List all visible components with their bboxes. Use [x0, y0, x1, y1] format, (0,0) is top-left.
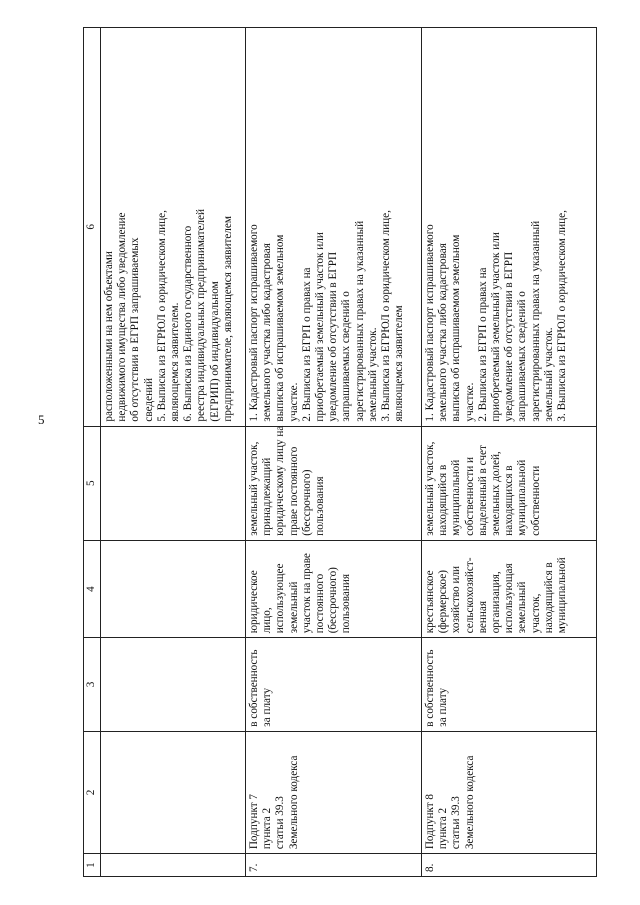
- table-header-row: [84, 28, 101, 877]
- table-row: [422, 28, 597, 877]
- table-row: [101, 28, 246, 877]
- header-cell-2: 2: [84, 731, 101, 853]
- applicant: [101, 540, 246, 638]
- header-cell-4: 4: [84, 540, 101, 638]
- right-type: в собственность за плату: [246, 638, 422, 731]
- header-cell-5: 5: [84, 426, 101, 540]
- applicant: юридическое лицо, использующее земельный участок на праве постоянного (бессрочного) пользования: [246, 540, 422, 638]
- page-number: 5: [38, 412, 45, 427]
- right-type: в собственность за плату: [422, 638, 597, 731]
- applicant: крестьянское (фермерское) хозяйство или сельскохозяйст- венная организация, использующая земельный участок, находящийся в муниципальной: [422, 540, 597, 638]
- header-cell-6: 6: [84, 28, 101, 427]
- legal-basis: Подпункт 8 пункта 2 статьи 39.3 Земельного кодекса: [422, 731, 597, 853]
- land-plot: земельный участок, находящийся в муниципальной собственности и выделенный в счет земельных долей, находящихся в муниципальной собственности: [422, 426, 597, 540]
- land-plot: [101, 426, 246, 540]
- documents-table: [83, 27, 597, 877]
- required-documents: 1. Кадастровый паспорт испрашиваемого земельного участка либо кадастровая выписка об испрашиваемом земельном участке. 2. Выписка из ЕГРП о правах на приобретаемый земельный участок или уведомление об отсутствии в ЕГРП запрашиваемых сведений о зарегистрированных правах на указанный земельный участок. 3. Выписка из ЕГРЮЛ о юридическом лице,: [422, 28, 597, 427]
- header-cell-3: 3: [84, 638, 101, 731]
- table-row: [246, 28, 422, 877]
- right-type: [101, 638, 246, 731]
- header-cell-1: 1: [84, 854, 101, 877]
- land-plot: земельный участок, принадлежащий юридическому лицу на праве постоянного (бессрочного) пользования: [246, 426, 422, 540]
- row-number: 8.: [422, 854, 597, 877]
- legal-basis: Подпункт 7 пункта 2 статьи 39.3 Земельного кодекса: [246, 731, 422, 853]
- required-documents: 1. Кадастровый паспорт испрашиваемого земельного участка либо кадастровая выписка об испрашиваемом земельном участке. 2. Выписка из ЕГРП о правах на приобретаемый земельный участок или уведомление об отсутствии в ЕГРП запрашиваемых сведений о зарегистрированных правах на указанный земельный участок. 3. Выписка из ЕГРЮЛ о юридическом лице, являющемся заявителем: [246, 28, 422, 427]
- legal-basis: [101, 731, 246, 853]
- row-number: [101, 854, 246, 877]
- required-documents: расположенными на нем объектами недвижимого имущества либо уведомление об отсутствии в ЕГРП запрашиваемых сведений 5. Выписка из ЕГРЮЛ о юридическом лице, являющемся заявителем. 6. Выписка из Единого государственного реестра индивидуальных предпринимателей (ЕГРИП) об индивидуальном предпринимателе, являющемся заявителем: [101, 28, 246, 427]
- rotated-table-page: [83, 27, 603, 877]
- row-number: 7.: [246, 854, 422, 877]
